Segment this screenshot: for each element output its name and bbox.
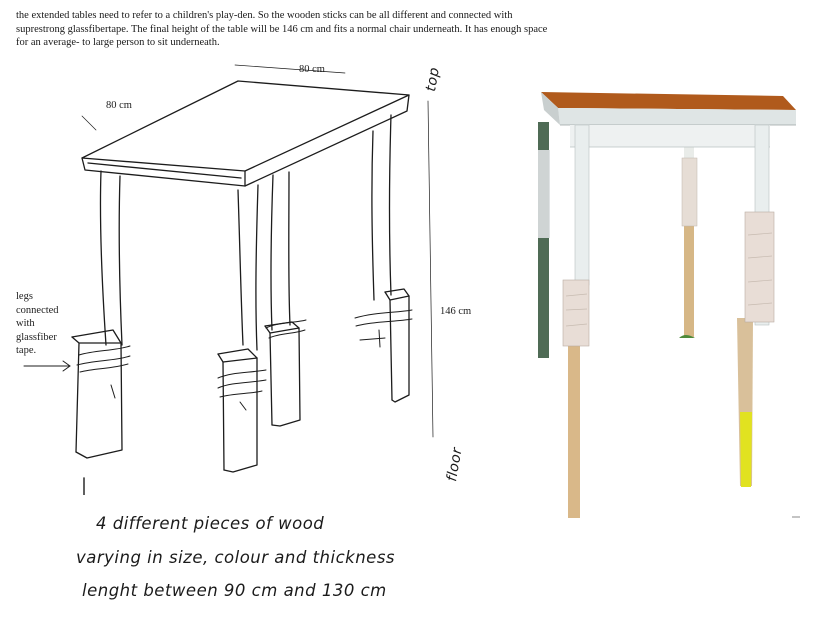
tabletop-drawing	[82, 81, 409, 186]
leg-back-middle-drawing	[265, 172, 306, 426]
table-photo	[528, 86, 808, 526]
floor-label: floor	[444, 446, 466, 483]
intro-paragraph: the extended tables need to refer to a children's play-den. So the wooden sticks can be all different and connected with suprestrong glassfibertape. The final height of the table will be 146 cm and fits a normal chair underneath. It has enough space for an average- to large person to sit underneath.	[16, 10, 548, 48]
dimension-width-label: 80 cm	[299, 64, 325, 75]
handwritten-line-3: lenght between 90 cm and 130 cm	[82, 581, 387, 600]
dimension-line-height	[428, 101, 433, 437]
dimension-line-depth	[82, 116, 96, 130]
handwritten-arrow	[78, 478, 90, 495]
leg-front-left-photo	[563, 125, 589, 518]
legs-note-line: with	[16, 318, 35, 329]
tabletop-photo	[541, 92, 796, 125]
legs-note-arrow	[24, 361, 70, 371]
dimension-height-label: 146 cm	[440, 306, 472, 317]
table-sketch	[0, 55, 520, 495]
top-label: top	[423, 65, 444, 93]
handwritten-line-2: varying in size, colour and thickness	[76, 548, 396, 567]
leg-back-right-drawing	[355, 115, 412, 402]
leg-front-middle-drawing	[218, 185, 266, 472]
legs-note-line: tape.	[16, 345, 37, 356]
leg-back-middle-photo	[682, 142, 697, 337]
legs-note-line: connected	[16, 304, 59, 316]
dimension-line-width	[235, 65, 345, 73]
handwritten-line-1: 4 different pieces of wood	[96, 514, 325, 533]
legs-note-line: glassfiber	[16, 331, 57, 343]
leg-front-right-photo	[737, 125, 774, 487]
legs-note	[16, 290, 59, 358]
leg-back-left-photo	[538, 122, 550, 358]
legs-note-line: legs	[16, 291, 33, 302]
leg-front-left-drawing	[72, 171, 130, 458]
dimension-depth-label: 80 cm	[106, 100, 132, 111]
apron-photo	[570, 125, 770, 147]
